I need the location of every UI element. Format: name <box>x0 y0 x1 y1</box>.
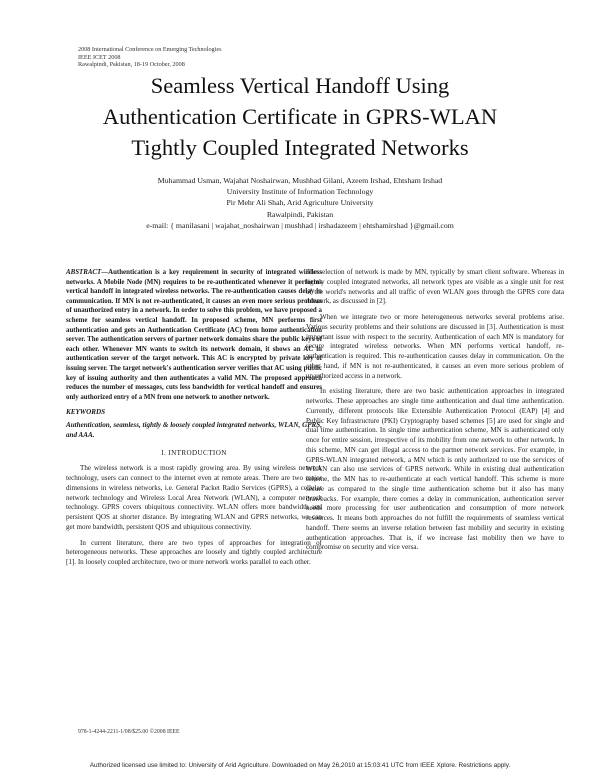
title-line-1: Seamless Vertical Handoff Using <box>150 73 450 98</box>
author-names: Muhammad Usman, Wajahat Noshairwan, Mushhad Gilani, Azeem Irshad, Ehtsham Irshad <box>157 176 443 185</box>
paragraph: The selection of network is made by MN, typically by smart client software. Whereas in tightly coupled integrated networks, all network types are visible as a single unit for rest of the world's networks and all traffic of even WLAN goes through the GPRS core data network, as discussed in [2]. <box>306 268 564 306</box>
section-heading-introduction: I. INTRODUCTION <box>161 448 227 457</box>
license-footer: Authorized licensed use limited to: University of Arid Agriculture. Downloaded on May 26,2010 at 15:03:41 UTC from IEEE Xplore. Restrictions apply. <box>89 762 511 769</box>
isbn-line: 978-1-4244-2211-1/08/$25.00 ©2008 IEEE <box>78 729 180 735</box>
title-line-3: Tightly Coupled Integrated Networks <box>131 135 469 160</box>
conference-acronym: IEEE ICET 2008 <box>78 53 121 61</box>
left-column <box>66 268 322 574</box>
keywords-text: Authentication, seamless, tightly & loosely coupled integrated networks, WLAN, GPRS, and AAA. <box>66 421 322 439</box>
abstract <box>66 268 322 402</box>
paper-title <box>0 70 600 163</box>
abstract-label: ABSTRACT <box>66 269 102 276</box>
right-column <box>306 268 564 559</box>
author-block <box>0 175 600 231</box>
conference-header <box>78 46 222 69</box>
author-affiliation: University Institute of Information Technology <box>226 187 374 197</box>
keywords-heading: KEYWORDS <box>66 408 106 417</box>
conference-name: 2008 International Conference on Emerging Technologies <box>78 46 222 53</box>
paragraph: In current literature, there are two types of approaches for integration of heterogeneous networks. These approaches are loosely and tightly coupled architecture [1]. In loosely coupled architecture, two or more network works parallel to each other. <box>66 538 322 567</box>
author-university: Pir Mehr Ali Shah, Arid Agriculture University <box>226 198 374 208</box>
author-city: Rawalpindi, Pakistan <box>266 209 334 219</box>
paragraph: In existing literature, there are two basic authentication approaches in integrated networks. These approaches are single time authentication and dual time authentication. Currently, different protocols like Extensible Authentication Protocol (EAP) [4] and Public Key Infrastructure (PKI) Cryptography based schemes [5] are used for single and dual time authentication. In single time authentication scheme, MN is authenticated only once for entire session, irrespective of its mobility from one network to other network. In this scheme, MN can get illegal access to the partner network services. For example, in GPRS-WLAN integrated network, a MN which is only authorized to use the services of WLAN can also use services of GPRS network. While in existing dual authentication scheme, the MN has to re-authenticate at each vertical handoff. This scheme is more secure as compared to the single time authentication scheme but it also has many drawbacks. For example, there comes a delay in communication, authentication server needs more processing for user authentication and consumption of more network resources. It means both approaches do not fulfill the requirements of seamless vertical handoff. There seems an inverse relation between fast mobility and security in existing authentication approaches. That is, if we increase fast mobility then we have to compromise on security and vice versa. <box>306 387 564 552</box>
paragraph: The wireless network is a most rapidly growing area. By using wireless network technology, users can connect to the internet even at remote areas. There are two major dimensions in wireless networks, i.e. General Packet Radio Services (GPRS), a cellular network technology and Wireless Local Area Network (WLAN), a computer network technology. GPRS covers ubiquitous connectivity. WLAN offers more bandwidth and persistent QOS at shorter distance. By integrating WLAN and GPRS networks, we can get more bandwidth, persistent QOS and ubiquitous connectivity. <box>66 464 322 531</box>
abstract-text: —Authentication is a key requirement in security of integrated wireless networks. A Mobile Node (MN) requires to be re-authenticated whenever it performs vertical handoff in integrated wireless networks. The re-authentication causes delay in communication. If MN is not re-authenticated, it causes an even more serious problem of unauthorized entry in a network. In order to solve this problem, we have proposed a scheme for seamless vertical handoff. In proposed scheme, MN performs first authentication and gets an Authentication Certificate (AC) from home authentication server. The authentication servers of partner network domains share the public keys of each other. Whenever MN wants to switch its network domain, it shows an AC in authentication server of the target network. This AC is encrypted by private key of issuing server. The target network's authentication server verifies that AC using public key of issuing authority and then authenticates a valid MN. The proposed approach reduces the number of messages, cuts less bandwidth for vertical handoff and ensures only authorized entry of a MN from one network to another network. <box>66 269 322 401</box>
conference-location: Rawalpindi, Pakistan, 18-19 October, 2008 <box>78 61 185 69</box>
paragraph: When we integrate two or more heterogeneous networks several problems arise. Various security problems and their solutions are discussed in [3]. Authentication is most important issue with respect to the security. Authentication of each MN is mandatory for secure integrated wireless networks. When MN performs vertical handoff, re-authentication is required. This re-authentication causes delay in communication. On the other hand, if MN is not re-authenticated, it causes an even more serious problem of unauthorized access in a network. <box>306 313 564 380</box>
author-email: e-mail: { manilasani | wajahat_noshairwan | mushhad | irshadazeem | ehtshamirshad }@gmail.com <box>146 220 454 230</box>
title-line-2: Authentication Certificate in GPRS-WLAN <box>102 104 498 129</box>
